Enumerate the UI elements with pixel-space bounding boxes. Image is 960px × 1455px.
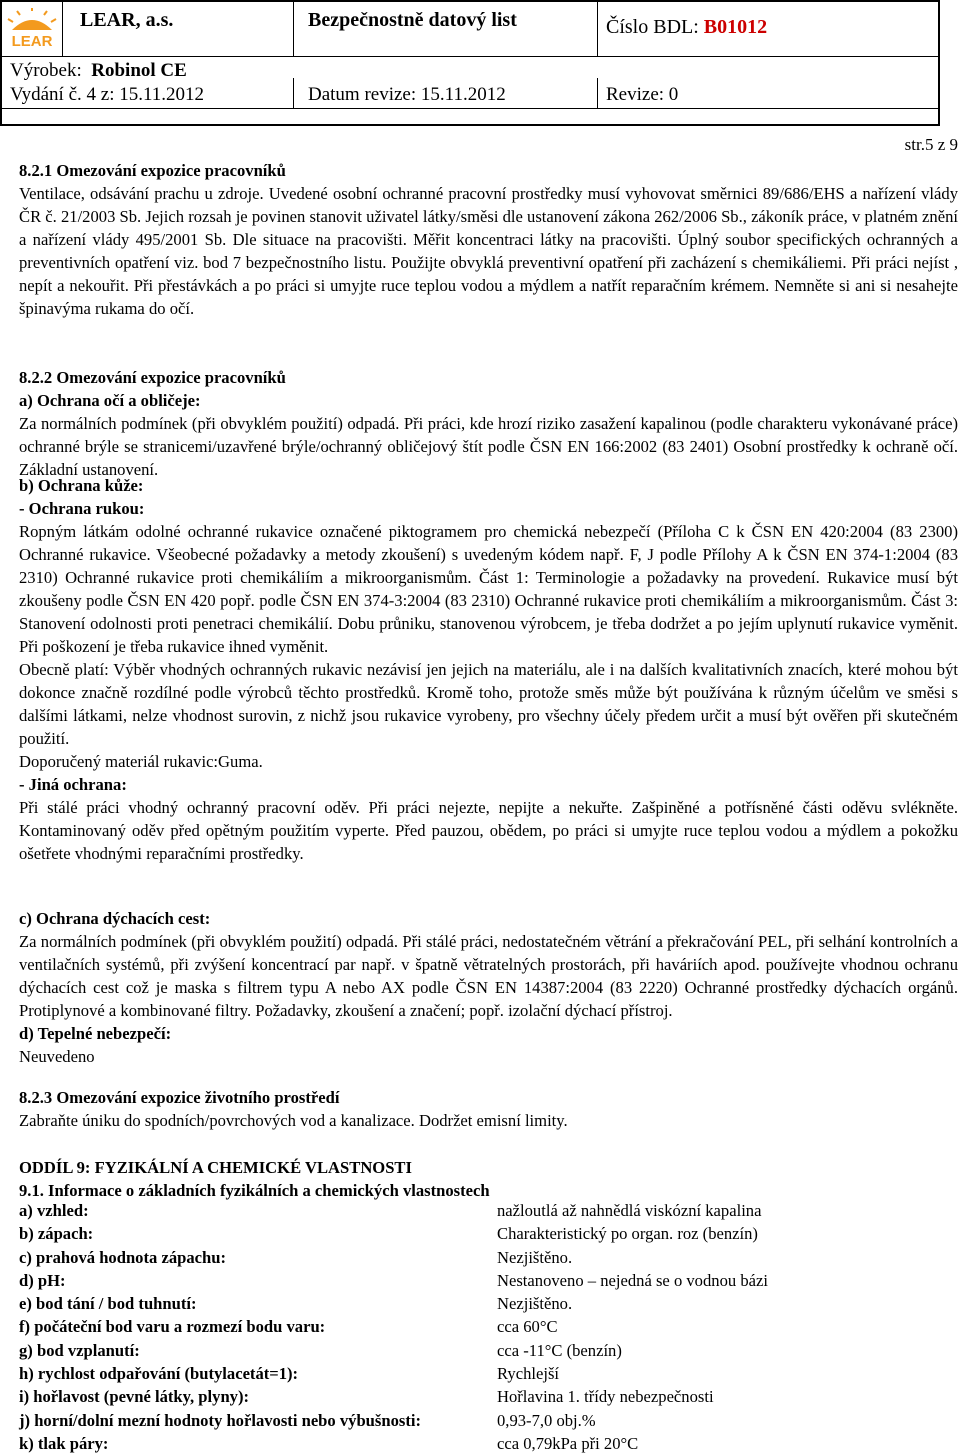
bdl-value: B01012 — [703, 16, 768, 38]
revision-date: Datum revize: 15.11.2012 — [308, 84, 506, 105]
subsection-heading: c) Ochrana dýchacích cest: — [19, 909, 211, 928]
header-divider — [0, 56, 940, 57]
svg-text:LEAR: LEAR — [11, 33, 53, 50]
bdl-label: Číslo BDL: — [606, 16, 704, 38]
bdl-number — [606, 16, 767, 39]
product-name: Robinol CE — [91, 60, 187, 81]
company-name: LEAR, a.s. — [80, 9, 174, 31]
property-label: e) bod tání / bod tuhnutí: — [19, 1294, 197, 1314]
property-value: cca -11°C (benzín) — [497, 1340, 622, 1360]
property-row — [19, 1432, 819, 1455]
section-8-2-2 — [19, 366, 958, 481]
paragraph: Doporučený materiál rukavic:Guma. — [19, 752, 263, 771]
header-divider — [0, 108, 940, 109]
property-label: j) horní/dolní mezní hodnoty hořlavosti nebo výbušnosti: — [19, 1410, 422, 1430]
property-label: h) rychlost odpařování (butylacetát=1): — [19, 1364, 299, 1384]
property-label: c) prahová hodnota zápachu: — [19, 1247, 226, 1267]
paragraph: Za normálních podmínek (při obvyklém použití) odpadá. Při stálé práci, nedostatečném větrání a překračování PEL, při selhání kontrolních a ventilačních systémů, při zvýšení koncentrací par např. v špatně větratelných prostorách, při haváriích apod. používejte vhodnou ochranu dýchacích cest což je maska s filtrem typu A nebo AX podle ČSN EN 14387:2004 (83 2220) Ochranné prostředky dýchacích orgánů. Protiplynové a kombinované filtry. Požadavky, zkoušení a značení; popř. izolační dýchací přístroj. — [19, 932, 958, 1020]
subsection-heading: - Ochrana rukou: — [19, 499, 145, 518]
property-value: 0,93-7,0 obj.% — [497, 1410, 596, 1430]
issue-date: Vydání č. 4 z: 15.11.2012 — [10, 84, 205, 105]
section-heading: 8.2.1 Omezování expozice pracovníků — [19, 161, 286, 180]
skin-protection — [19, 474, 958, 865]
property-row — [19, 1199, 819, 1222]
property-row — [19, 1292, 819, 1315]
document-type: Bezpečnostně datový list — [308, 9, 517, 31]
property-row — [19, 1385, 819, 1408]
product-label: Výrobek: — [10, 60, 82, 81]
section-heading: 8.2.3 Omezování expozice životního prostředí — [19, 1088, 340, 1107]
section-heading: ODDÍL 9: FYZIKÁLNÍ A CHEMICKÉ VLASTNOSTI — [19, 1158, 412, 1177]
header-divider — [62, 0, 63, 56]
page-number: str.5 z 9 — [904, 135, 958, 154]
property-value: Nezjištěno. — [497, 1247, 573, 1267]
section-heading: 8.2.2 Omezování expozice pracovníků — [19, 368, 286, 387]
paragraph: Zabraňte úniku do spodních/povrchových vod a kanalizace. Dodržet emisní limity. — [19, 1111, 568, 1130]
lear-logo — [6, 8, 58, 52]
subsection-heading: d) Tepelné nebezpečí: — [19, 1024, 172, 1043]
property-label: f) počáteční bod varu a rozmezí bodu varu: — [19, 1317, 326, 1337]
respiratory-protection — [19, 907, 958, 1068]
header-divider — [597, 0, 598, 56]
subsection-heading: a) Ochrana očí a obličeje: — [19, 391, 201, 410]
property-label: k) tlak páry: — [19, 1433, 109, 1453]
subsection-heading: 9.1. Informace o základních fyzikálních a chemických vlastnostech — [19, 1181, 490, 1200]
property-label: i) hořlavost (pevné látky, plyny): — [19, 1387, 250, 1407]
property-row — [19, 1339, 819, 1362]
property-value: Nestanoveno – nejedná se o vodnou bázi — [497, 1270, 768, 1290]
properties-table — [19, 1199, 819, 1455]
property-row — [19, 1362, 819, 1385]
header-divider — [597, 78, 598, 108]
section-9 — [19, 1156, 958, 1202]
property-row — [19, 1246, 819, 1269]
property-value: Rychlejší — [497, 1364, 560, 1384]
property-value: Hořlavina 1. třídy nebezpečnosti — [497, 1387, 714, 1407]
subsection-heading: - Jiná ochrana: — [19, 775, 127, 794]
property-value: cca 60°C — [497, 1317, 558, 1337]
document-header — [0, 0, 940, 126]
property-value: Charakteristický po organ. roz (benzín) — [497, 1224, 758, 1244]
property-value: Nezjištěno. — [497, 1294, 573, 1314]
property-label: d) pH: — [19, 1270, 66, 1290]
section-8-2-1 — [19, 159, 958, 320]
header-border-bottom — [0, 124, 940, 126]
property-row — [19, 1222, 819, 1245]
property-label: a) vzhled: — [19, 1201, 89, 1220]
paragraph: Ventilace, odsávání prachu u zdroje. Uvedené osobní ochranné pracovní prostředky musí vyhovovat směrnici 89/686/EHS a nařízení vlády ČR č. 21/2003 Sb. Jejich rozsah je povinen stanovit uživatel látky/směsi dle ustanovení zákona 262/2006 Sb., zákoník práce, v platném znění a nařízení vlády 495/2001 Sb. Dle situace na pracovišti. Měřit koncentraci látky na pracovišti. Úplný soubor specifických ochranných a preventivních opatření viz. bod 7 bezpečnostního listu. Použijte obvyklá preventivní opatření při zacházení s chemikáliemi. Při práci nejíst , nepít a nekouřit. Při přestávkách a po práci si umyjte ruce teplou vodou a mýdlem a natřít reparačním krémem. Nemněte si ani si nesahejte špinavýma rukama do očí. — [19, 184, 958, 318]
paragraph: Při stálé práci vhodný ochranný pracovní oděv. Při práci nejezte, nepijte a nekuřte. Zašpiněné a potřísněné části oděvu svlékněte. Kontaminovaný oděv před opětným použitím vyperte. Před pauzou, obědem, po práci si umyjte ruce teplou vodou a mýdlem a pokožku ošetřete vhodnými reparačními prostředky. — [19, 798, 958, 863]
paragraph: Neuvedeno — [19, 1047, 95, 1066]
header-border-top — [0, 0, 940, 2]
property-row — [19, 1269, 819, 1292]
property-row — [19, 1409, 819, 1432]
paragraph: Ropným látkám odolné ochranné rukavice označené piktogramem pro chemická nebezpečí (Příloha C k ČSN EN 420:2004 (83 2300) Ochranné rukavice. Všeobecné požadavky a metody zkoušení) s uvedeným kódem např. F, J podle Přílohy A k ČSN EN 374-1:2004 (83 2310) Ochranné rukavice proti chemikáliím a mikroorganismům. Část 1: Terminologie a požadavky na provedení. Rukavice musí být zkoušeny podle ČSN EN 420 popř. podle ČSN EN 374-3:2004 (83 2310) Ochranné rukavice proti chemikáliím a mikroorganismům. Část 3: Stanovení odolnosti proti penetraci chemikálií. Dobu průniku, stanovenou výrobcem, je třeba dodržet a po jejím uplynutí rukavice vyměnit. Při poškození je třeba rukavice ihned vyměnit. — [19, 522, 958, 656]
property-value: nažloutlá až nahnědlá viskózní kapalina — [497, 1201, 762, 1220]
header-divider — [293, 78, 294, 108]
section-8-2-3 — [19, 1086, 958, 1132]
property-label: g) bod vzplanutí: — [19, 1340, 140, 1360]
property-label: b) zápach: — [19, 1224, 94, 1244]
product-line — [10, 59, 187, 82]
header-divider — [293, 0, 294, 56]
revision-number: Revize: 0 — [606, 84, 679, 105]
property-value: cca 0,79kPa při 20°C — [497, 1433, 639, 1453]
paragraph: Obecně platí: Výběr vhodných ochranných rukavic nezávisí jen jejich na materiálu, ale i na dalších kvalitativních znacích, které mohou být dokonce značně rozdílné podle výrobců těchto prostředků. Kromě toho, protože směs může být používána k různým účelům ve směsi s dalšími látkami, nelze vhodnost surovin, z nichž jsou rukavice vyrobeny, pro všechny účely předem určit a musí být ověřen při skutečném použití. — [19, 660, 958, 748]
paragraph: Za normálních podmínek (při obvyklém použití) odpadá. Při práci, kde hrozí riziko zasažení kapalinou (podle charakteru vykonávané práce) ochranné brýle se stranicemi/uzavřené brýle/ochranný obličejový štít podle ČSN EN 166:2002 (83 2401) Osobní prostředky k ochraně očí. Základní ustanovení. — [19, 414, 958, 479]
subsection-heading: b) Ochrana kůže: — [19, 476, 144, 495]
property-row — [19, 1315, 819, 1338]
